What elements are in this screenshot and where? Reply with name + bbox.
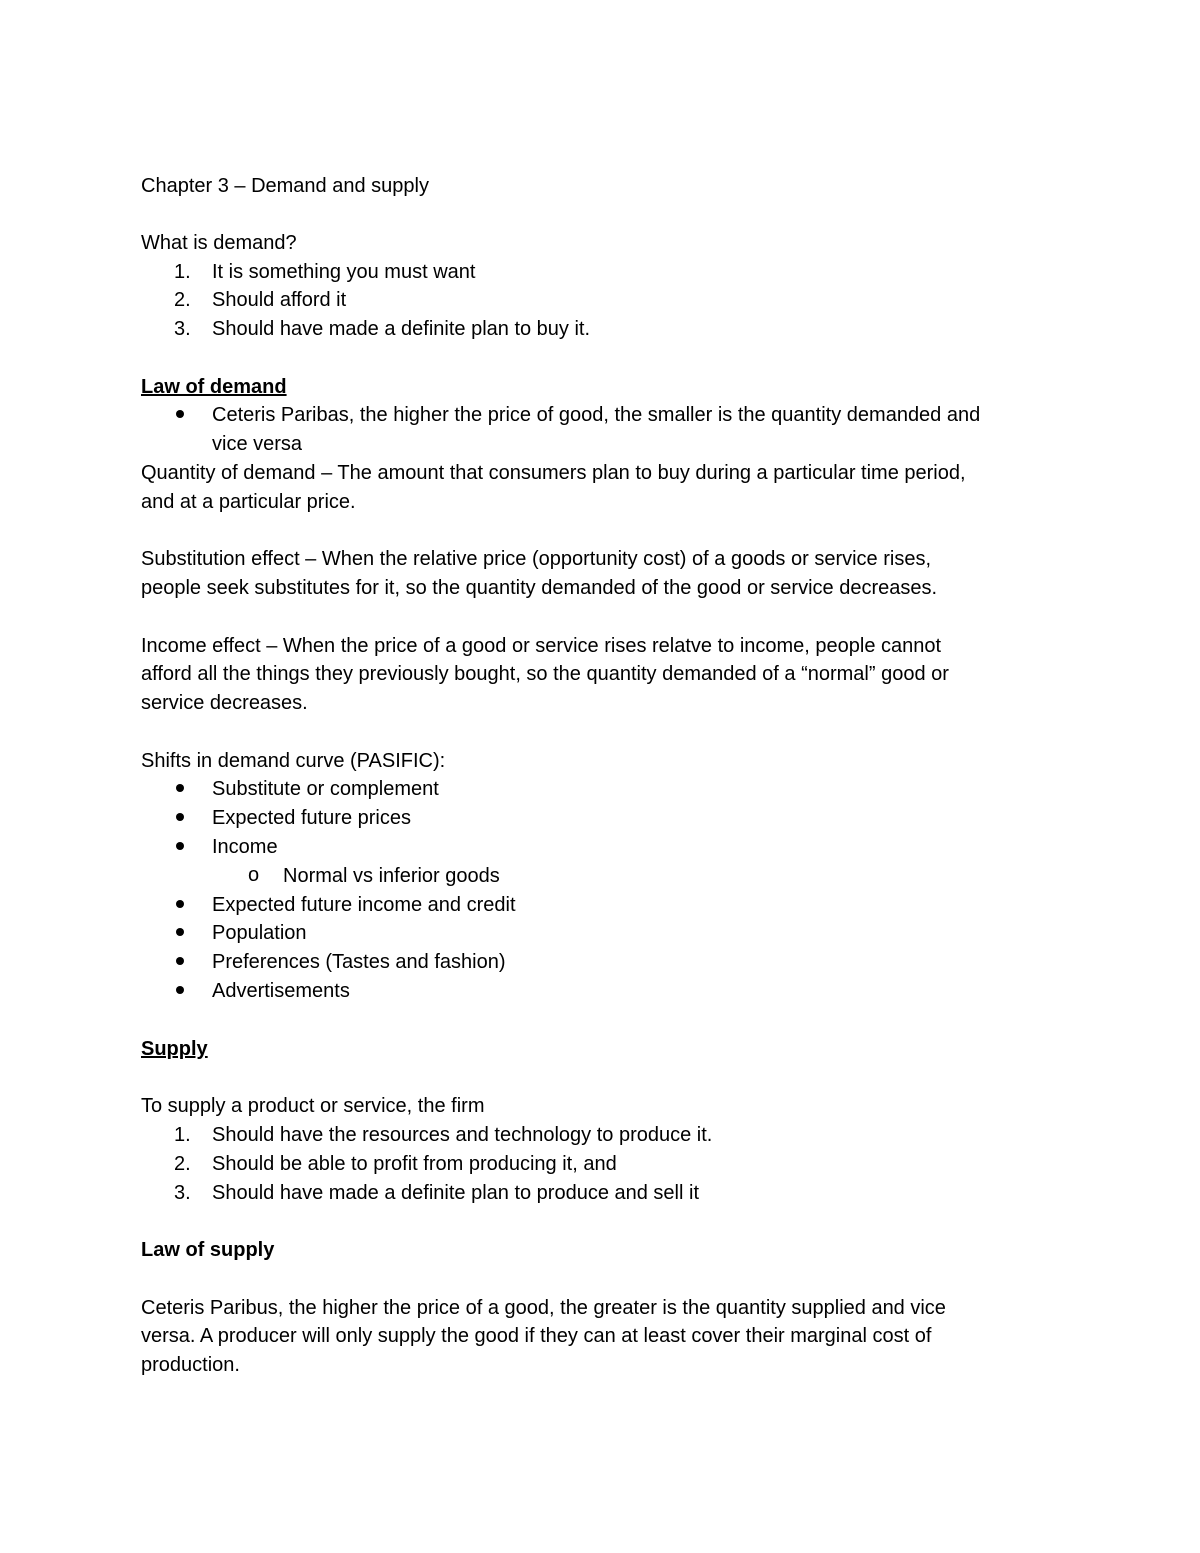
income-effect-text: afford all the things they previously bought, so the quantity demanded of a “normal” good or bbox=[141, 663, 949, 685]
shift-item: Preferences (Tastes and fashion) bbox=[212, 951, 506, 973]
demand-item: Should afford it bbox=[212, 289, 347, 311]
shift-item: Advertisements bbox=[212, 980, 350, 1002]
law-of-supply-text: Ceteris Paribus, the higher the price of a good, the greater is the quantity supplied and vice bbox=[141, 1297, 946, 1319]
income-effect-text: service decreases. bbox=[141, 692, 308, 714]
bullet-icon bbox=[176, 928, 184, 936]
substitution-effect-text: Substitution effect – When the relative price (opportunity cost) of a goods or service rises, bbox=[141, 548, 932, 570]
circle-bullet-icon: o bbox=[248, 864, 260, 886]
law-of-supply-heading: Law of supply bbox=[141, 1239, 275, 1261]
supply-item: Should have the resources and technology to produce it. bbox=[212, 1124, 713, 1146]
bullet-icon bbox=[176, 900, 184, 908]
demand-question: What is demand? bbox=[141, 232, 297, 254]
law-of-demand-text: vice versa bbox=[212, 433, 303, 455]
quantity-of-demand-text: Quantity of demand – The amount that consumers plan to buy during a particular time period, bbox=[141, 462, 966, 484]
supply-intro: To supply a product or service, the firm bbox=[141, 1095, 485, 1117]
shift-item: Population bbox=[212, 922, 307, 944]
substitution-effect-text: people seek substitutes for it, so the quantity demanded of the good or service decreases. bbox=[141, 577, 938, 599]
shift-item: Expected future prices bbox=[212, 807, 411, 829]
law-of-demand-text: Ceteris Paribas, the higher the price of good, the smaller is the quantity demanded and bbox=[212, 404, 981, 426]
shift-item: Income bbox=[212, 836, 278, 858]
demand-item-number: 2. bbox=[174, 289, 191, 311]
income-effect-text: Income effect – When the price of a good or service rises relatve to income, people cannot bbox=[141, 635, 942, 657]
supply-item-number: 1. bbox=[174, 1124, 191, 1146]
bullet-icon bbox=[176, 410, 184, 418]
law-of-supply-text: versa. A producer will only supply the good if they can at least cover their marginal cost of bbox=[141, 1325, 932, 1347]
law-of-demand-heading: Law of demand bbox=[141, 376, 287, 398]
shift-item: Expected future income and credit bbox=[212, 894, 516, 916]
demand-item-number: 1. bbox=[174, 261, 191, 283]
bullet-icon bbox=[176, 813, 184, 821]
supply-heading: Supply bbox=[141, 1038, 208, 1060]
supply-item-number: 3. bbox=[174, 1182, 191, 1204]
demand-item: Should have made a definite plan to buy it. bbox=[212, 318, 591, 340]
supply-item: Should be able to profit from producing it, and bbox=[212, 1153, 617, 1175]
supply-item-number: 2. bbox=[174, 1153, 191, 1175]
shift-sub-item: Normal vs inferior goods bbox=[283, 865, 500, 887]
bullet-icon bbox=[176, 957, 184, 965]
shifts-heading: Shifts in demand curve (PASIFIC): bbox=[141, 750, 446, 772]
demand-item: It is something you must want bbox=[212, 261, 476, 283]
quantity-of-demand-text: and at a particular price. bbox=[141, 491, 356, 513]
supply-item: Should have made a definite plan to produce and sell it bbox=[212, 1182, 700, 1204]
shift-item: Substitute or complement bbox=[212, 778, 439, 800]
page-title: Chapter 3 – Demand and supply bbox=[141, 175, 429, 197]
bullet-icon bbox=[176, 986, 184, 994]
bullet-icon bbox=[176, 784, 184, 792]
demand-item-number: 3. bbox=[174, 318, 191, 340]
law-of-supply-text: production. bbox=[141, 1354, 240, 1376]
bullet-icon bbox=[176, 842, 184, 850]
